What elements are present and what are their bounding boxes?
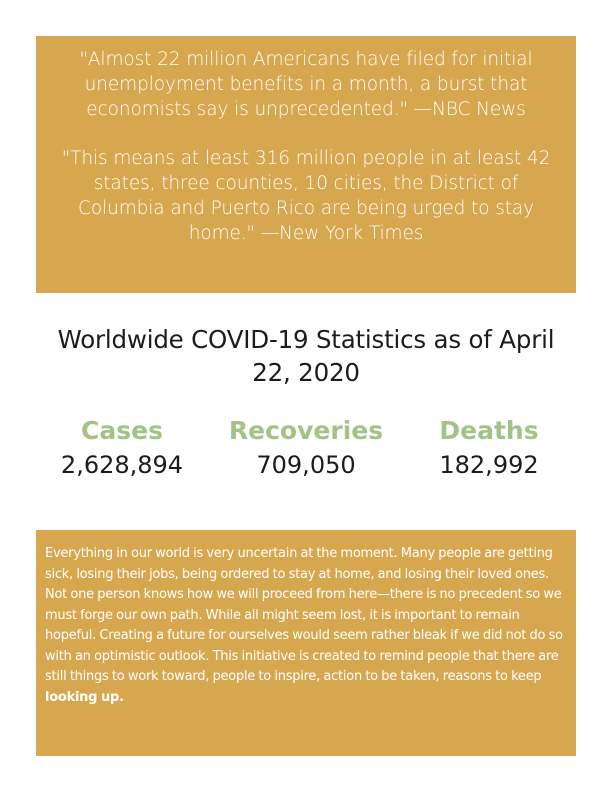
message-panel: [36, 530, 576, 756]
stat-cases-label: Cases: [81, 416, 163, 445]
stat-recoveries: [206, 414, 406, 482]
new-york-times-quote: "This means at least 316 million people in at least 42 states, three counties, 10 cities, the District of Columbia and Puerto Rico are being urged to stay home." —New York Times: [61, 148, 551, 244]
nbc-news-quote: "Almost 22 million Americans have filed for initial unemployment benefits in a month, a burst that economists say is unprecedented." —NBC News: [79, 49, 533, 120]
message-emphasis: looking up.: [45, 689, 124, 705]
stat-recoveries-value: 709,050: [256, 451, 356, 479]
stat-recoveries-label: Recoveries: [228, 416, 384, 445]
stat-deaths-label: Deaths: [439, 416, 539, 445]
stats-title: Worldwide COVID-19 Statistics as of April 22, 2020: [57, 325, 555, 387]
stat-cases-value: 2,628,894: [60, 451, 184, 479]
message-paragraph: [45, 544, 567, 708]
stat-deaths-value: 182,992: [439, 451, 539, 479]
stat-deaths: [389, 414, 589, 482]
stat-cases: [22, 414, 222, 482]
quotes-panel: [36, 36, 576, 293]
message-text: Everything in our world is very uncertain at the moment. Many people are getting sick, losing their jobs, being ordered to stay at home, and losing their loved ones. Not one person knows how we will proceed from here—there is no precedent so we must forge our own path. While all might seem lost, it is important to remain hopeful. Creating a future for ourselves would seem rather bleak if we did not do so with an optimistic outlook. This initiative is created to remind people that there are still things to work toward, people to inspire, action to be taken, reasons to keep: [45, 546, 563, 684]
